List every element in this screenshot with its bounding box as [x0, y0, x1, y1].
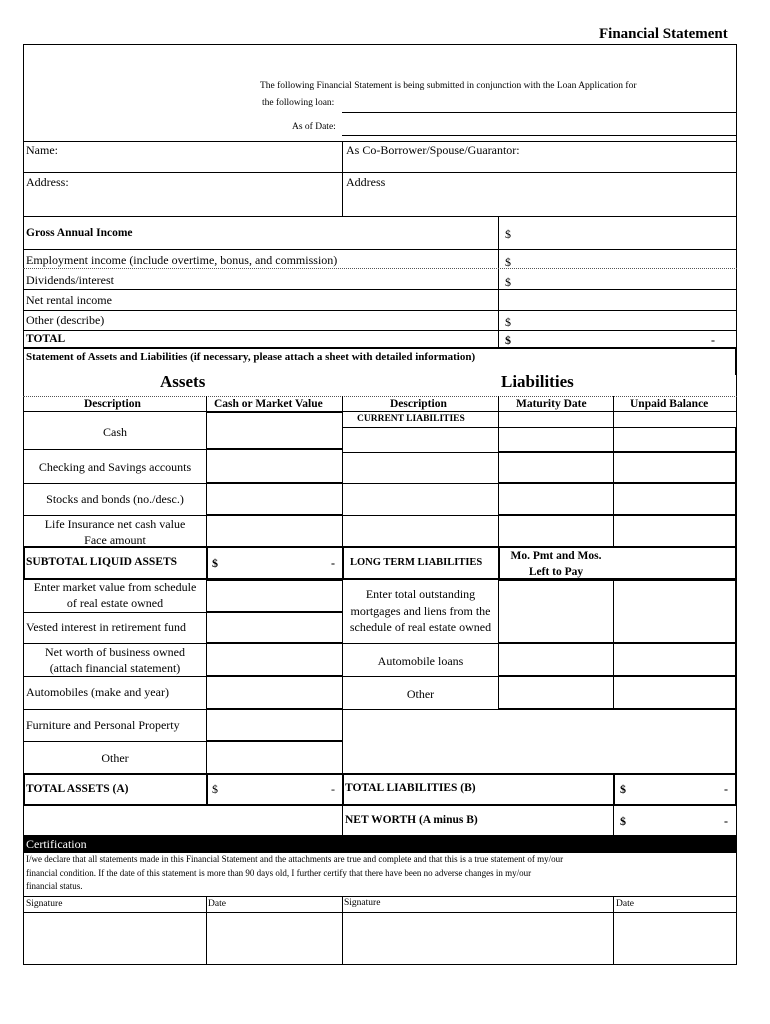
real-estate-line-2: of real estate owned — [66, 596, 164, 610]
liability-row-line — [342, 676, 498, 677]
other-liabilities-unpaid-field[interactable] — [613, 676, 736, 709]
total-assets-dollar: $ — [212, 782, 218, 796]
income-total-dollar: $ — [505, 333, 511, 347]
furniture-value-field[interactable] — [206, 709, 343, 741]
total-liabilities-dollar: $ — [620, 782, 626, 796]
automobiles-value-field[interactable] — [206, 676, 343, 709]
coborrower-label: As Co-Borrower/Spouse/Guarantor: — [346, 143, 520, 157]
totals-top-line — [23, 773, 737, 775]
subtotal-left-edge — [23, 546, 25, 580]
certification-bar — [23, 835, 737, 853]
asset-row-line — [23, 676, 207, 677]
networth-divider — [613, 804, 614, 835]
mortgages-line-2: mortgages and liens from the — [350, 603, 491, 618]
net-worth-dollar: $ — [620, 814, 626, 828]
income-total-label: TOTAL — [26, 333, 66, 345]
liability-row-line — [342, 515, 736, 516]
subtotal-liquid-value: - — [331, 556, 335, 570]
liability-row-line — [342, 427, 736, 428]
auto-loans-payment-field[interactable] — [498, 643, 614, 676]
income-row-line — [23, 289, 737, 290]
mortgages-line-3: schedule of real estate owned — [349, 620, 492, 634]
current-liability-maturity-field[interactable] — [498, 427, 614, 452]
real-estate-value-field[interactable] — [206, 580, 343, 612]
extra-liability-field[interactable] — [342, 709, 736, 774]
business-label — [24, 644, 206, 676]
business-line-2: (attach financial statement) — [49, 661, 181, 675]
mortgages-label — [343, 586, 498, 636]
liabilities-title: Liabilities — [501, 372, 574, 391]
liability-row-line — [342, 483, 736, 484]
name-row-top — [23, 141, 737, 142]
dividends-label: Dividends/interest — [26, 273, 114, 287]
subtotal-liquid-dollar: $ — [212, 556, 218, 570]
assets-col-description: Description — [84, 398, 141, 410]
signature-2-field[interactable] — [343, 913, 613, 964]
total-assets-label: TOTAL ASSETS (A) — [26, 783, 129, 795]
current-liability-maturity-field[interactable] — [498, 515, 614, 547]
intro-line-2: the following loan: — [262, 98, 335, 108]
income-divider — [498, 216, 499, 348]
cash-value-field[interactable] — [206, 412, 343, 449]
address-label: Address: — [26, 175, 69, 189]
income-bottom-line — [23, 347, 737, 349]
other-liabilities-label: Other — [406, 687, 435, 701]
name-divider — [342, 141, 343, 217]
net-worth-value: - — [724, 814, 728, 828]
face-amount-label: Face amount — [84, 533, 146, 547]
totals-divider — [342, 773, 344, 806]
totals-divider — [613, 773, 615, 806]
loan-field-line[interactable] — [342, 112, 736, 113]
signature-1-field[interactable] — [24, 913, 206, 964]
totals-bottom-line — [23, 804, 737, 806]
checking-value-field[interactable] — [206, 449, 343, 483]
signature-2-label: Signature — [344, 898, 381, 908]
business-value-field[interactable] — [206, 643, 343, 676]
automobiles-label: Automobiles (make and year) — [26, 685, 169, 699]
mo-pmt-line-2: Left to Pay — [528, 566, 584, 578]
address-row-bottom — [23, 216, 737, 217]
liabilities-col-description: Description — [390, 398, 447, 410]
life-insurance-label: Life Insurance net cash value — [44, 517, 186, 531]
other-income-label: Other (describe) — [26, 313, 105, 327]
total-liabilities-label: TOTAL LIABILITIES (B) — [345, 782, 476, 794]
business-line-1: Net worth of business owned — [45, 645, 185, 659]
date-1-field[interactable] — [207, 913, 342, 964]
current-liability-unpaid-field[interactable] — [613, 427, 736, 452]
subtotal-liquid-label: SUBTOTAL LIQUID ASSETS — [26, 556, 178, 568]
life-insurance-value-field[interactable] — [206, 515, 343, 547]
date-2-field[interactable] — [614, 913, 736, 964]
certification-title: Certification — [26, 837, 87, 851]
auto-loans-unpaid-field[interactable] — [613, 643, 736, 676]
certification-line-2: financial condition. If the date of this statement is more than 90 days old, I further certify that there have been no adverse changes in my/our — [26, 868, 532, 878]
long-term-liabilities-label: LONG TERM LIABILITIES — [350, 557, 483, 568]
income-total-value: - — [711, 333, 715, 347]
liabilities-col-unpaid: Unpaid Balance — [630, 398, 709, 410]
statement-heading: Statement of Assets and Liabilities (if necessary, please attach a sheet with detailed information) — [26, 351, 476, 363]
total-liabilities-value: - — [724, 782, 728, 796]
liabilities-col-maturity: Maturity Date — [516, 398, 587, 410]
header-bottom-line — [23, 411, 737, 412]
real-estate-line-1: Enter market value from schedule — [33, 580, 197, 594]
mortgages-line-1: Enter total outstanding — [365, 587, 476, 601]
page-title: Financial Statement — [599, 26, 728, 42]
mortgages-payment-field[interactable] — [498, 580, 614, 643]
asset-row-line — [23, 741, 207, 742]
cash-label: Cash — [103, 425, 127, 439]
net-worth-label: NET WORTH (A minus B) — [345, 814, 478, 826]
certification-line-1: I/we declare that all statements made in this Financial Statement and the attachments are true and complete and that this is a true statement of my/our — [26, 854, 564, 864]
asset-row-line — [23, 709, 207, 710]
real-estate-label — [24, 579, 206, 611]
as-of-date-label: As of Date: — [292, 122, 336, 132]
furniture-label: Furniture and Personal Property — [26, 718, 180, 732]
subtotal-divider — [206, 546, 208, 580]
other-assets-label: Other — [101, 751, 129, 765]
gross-income-dollar: $ — [505, 227, 511, 241]
as-of-date-field-line[interactable] — [342, 135, 736, 136]
employment-income-label: Employment income (include overtime, bonus, and commission) — [26, 253, 338, 267]
income-row-line — [23, 310, 737, 311]
certification-line-3: financial status. — [26, 881, 83, 891]
total-assets-value: - — [331, 782, 335, 796]
coborrower-address-label: Address — [346, 175, 386, 189]
name-label: Name: — [26, 143, 58, 157]
current-liability-unpaid-field[interactable] — [613, 452, 736, 483]
liability-row-line — [342, 452, 736, 453]
liability-row-line — [342, 643, 498, 644]
income-row-line — [23, 249, 737, 250]
stocks-label: Stocks and bonds (no./desc.) — [46, 492, 184, 506]
stocks-value-field[interactable] — [206, 483, 343, 515]
subtotal-top-line — [23, 546, 737, 548]
dividends-value[interactable]: $ — [505, 275, 511, 289]
totals-left-edge — [23, 773, 25, 806]
asset-row-line — [23, 483, 207, 484]
mo-pmt-header — [499, 548, 613, 580]
current-liability-maturity-field[interactable] — [498, 452, 614, 483]
asset-row-line — [23, 449, 207, 450]
checking-label: Checking and Savings accounts — [38, 460, 192, 474]
current-liability-unpaid-field[interactable] — [613, 483, 736, 515]
gross-income-heading: Gross Annual Income — [26, 227, 133, 239]
other-liabilities-payment-field[interactable] — [498, 676, 614, 709]
subtotal-divider — [342, 546, 344, 580]
vested-interest-value-field[interactable] — [206, 612, 343, 643]
income-row-line — [23, 330, 737, 331]
address-row-top — [23, 172, 737, 173]
vested-interest-label: Vested interest in retirement fund — [26, 620, 186, 634]
header-top-line — [23, 396, 737, 397]
mortgages-unpaid-field[interactable] — [613, 580, 736, 643]
other-income-value[interactable]: $ — [505, 315, 511, 329]
current-liability-unpaid-field[interactable] — [613, 515, 736, 547]
intro-line-1: The following Financial Statement is being submitted in conjunction with the Loan Application for — [260, 81, 637, 91]
other-assets-value-field[interactable] — [206, 741, 343, 774]
assets-col-value: Cash or Market Value — [214, 398, 323, 410]
current-liability-maturity-field[interactable] — [498, 483, 614, 515]
asset-row-line — [23, 612, 207, 613]
signature-row-top — [23, 896, 737, 897]
mo-pmt-line-1: Mo. Pmt and Mos. — [510, 550, 602, 562]
current-liabilities-label: CURRENT LIABILITIES — [357, 414, 465, 424]
assets-title: Assets — [160, 372, 206, 391]
signature-1-label: Signature — [26, 899, 63, 909]
rental-income-label: Net rental income — [26, 293, 112, 307]
employment-income-value[interactable]: $ — [505, 255, 511, 269]
frame-thick-right — [735, 347, 737, 375]
subtotal-right-edge — [735, 546, 737, 580]
date-1-label: Date — [208, 899, 226, 909]
automobile-loans-label: Automobile loans — [377, 654, 464, 668]
date-2-label: Date — [616, 899, 634, 909]
totals-divider — [206, 773, 208, 806]
income-row-line — [23, 268, 737, 269]
totals-right-edge — [735, 773, 737, 806]
